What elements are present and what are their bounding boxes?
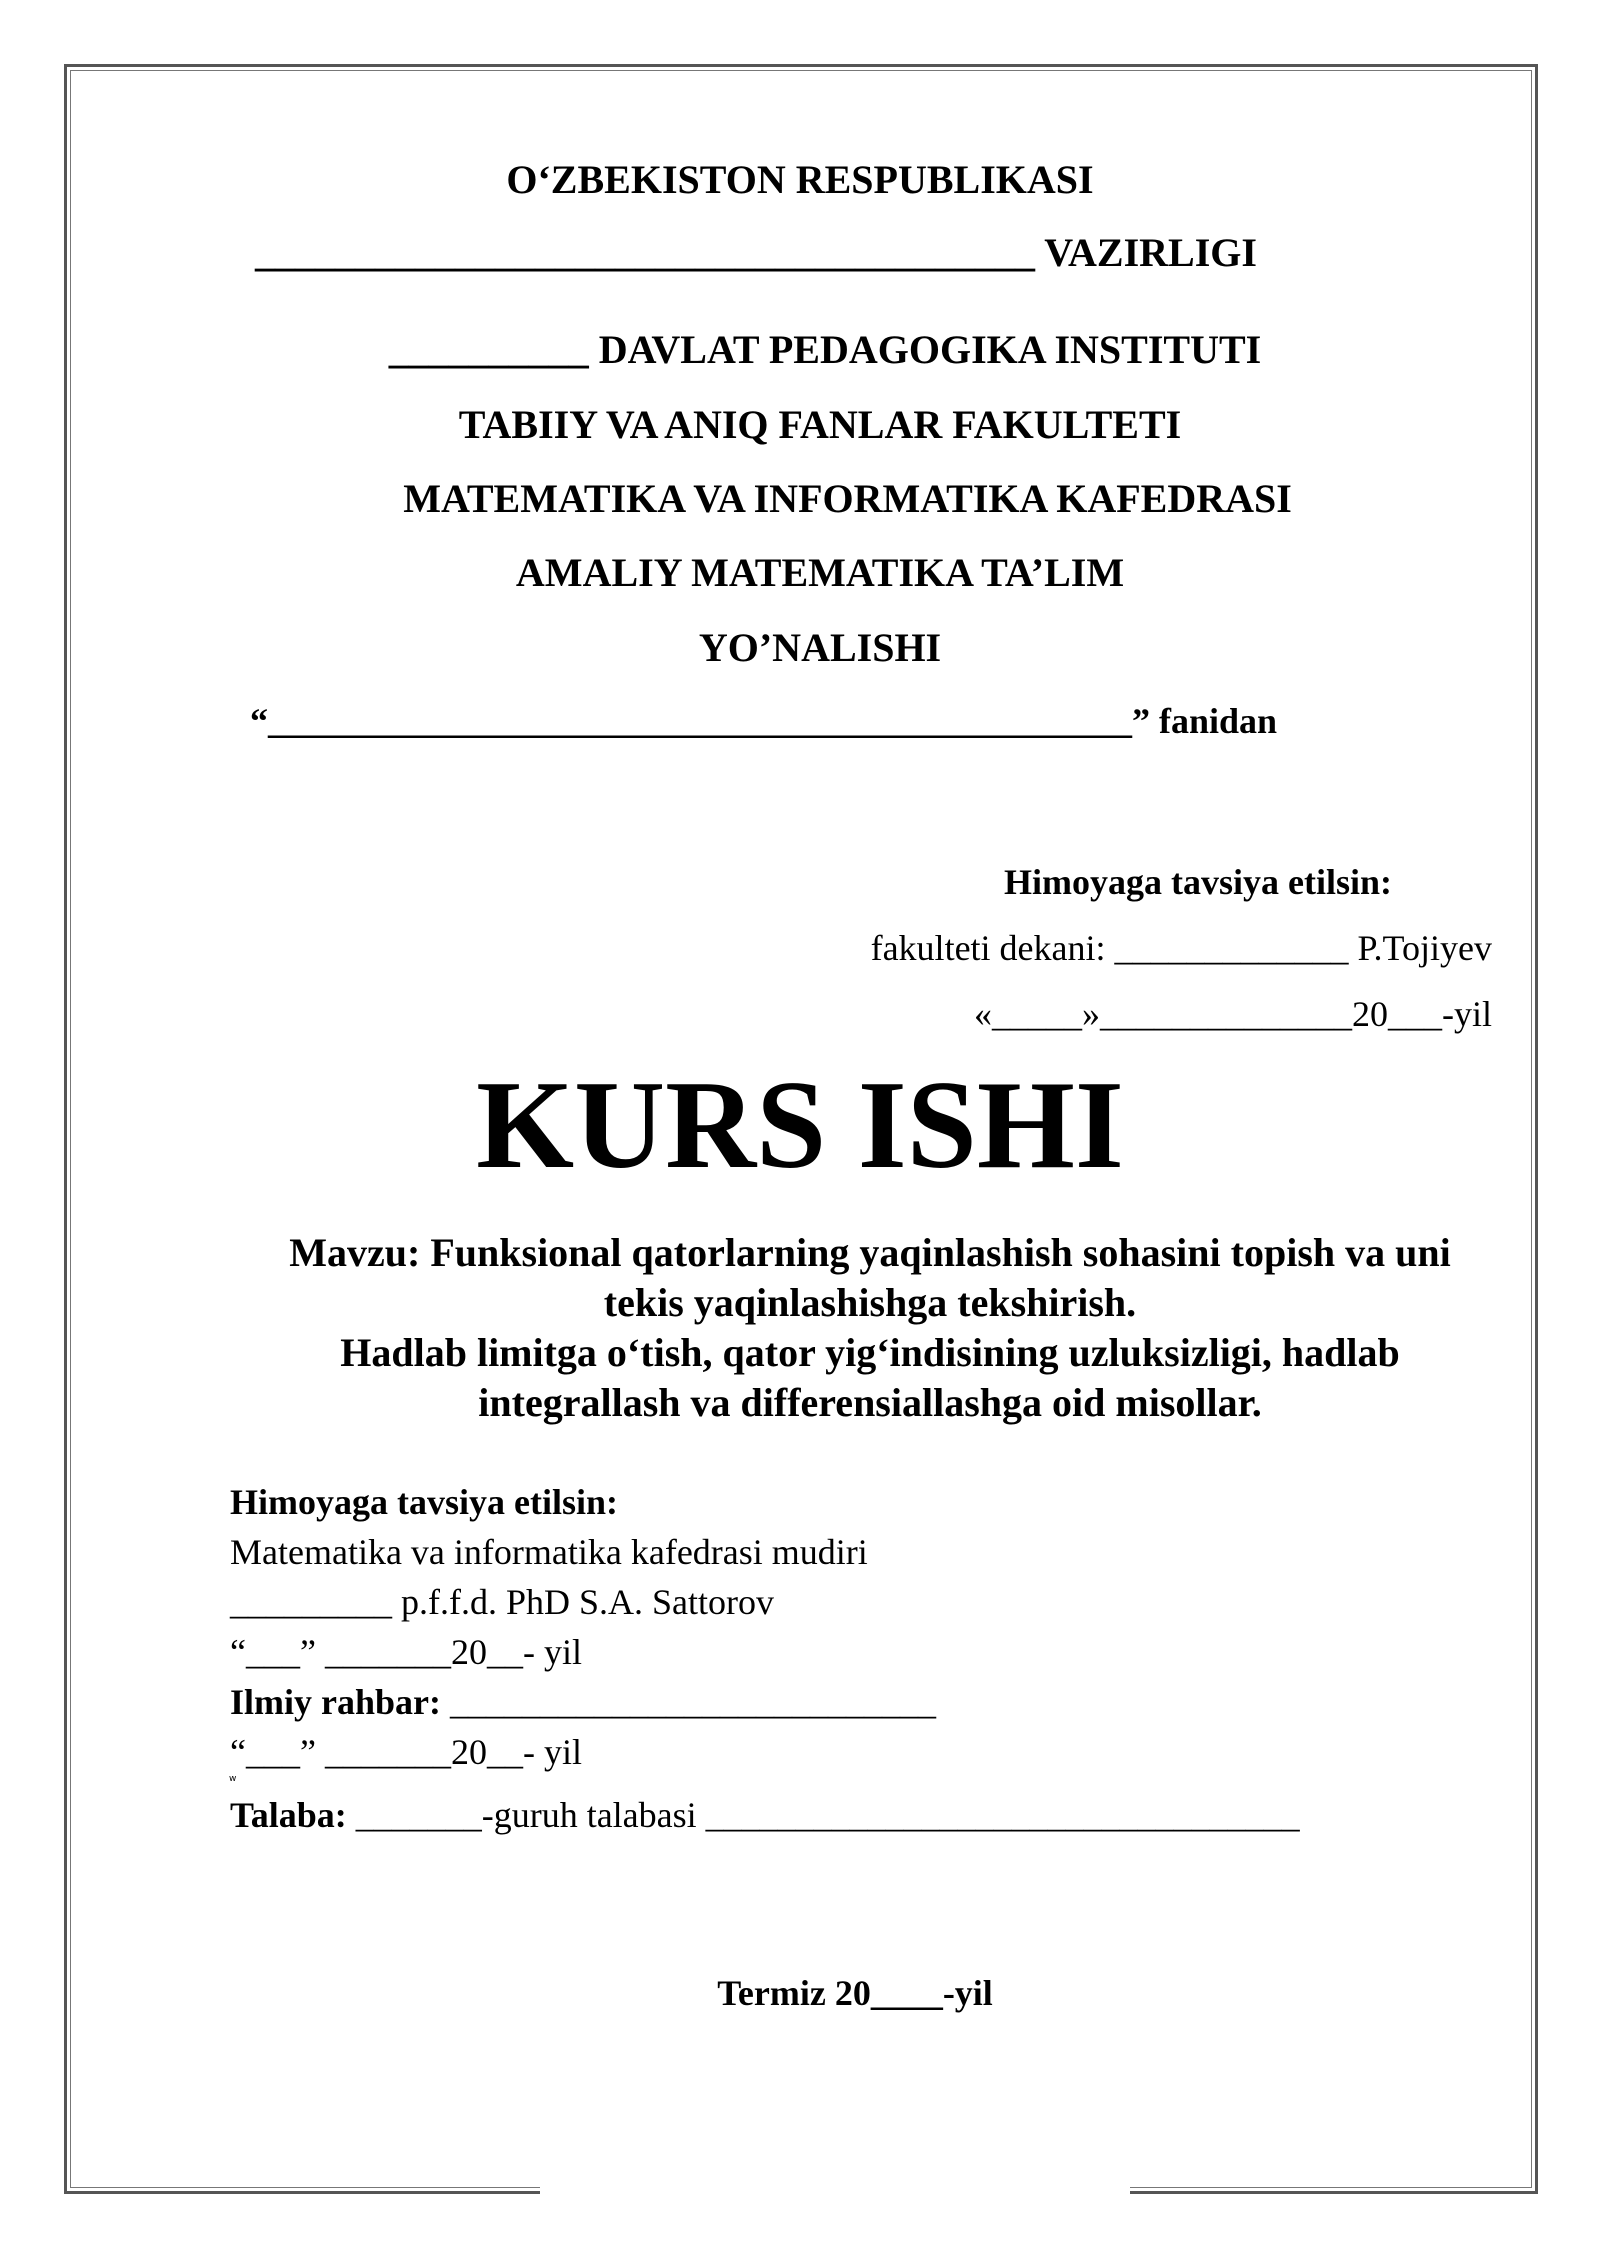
supervisor-label: Ilmiy rahbar: — [230, 1682, 441, 1722]
document-title: KURS ISHI — [476, 1056, 1124, 1195]
student-row — [230, 1797, 1300, 1833]
faculty-heading: TABIIY VA ANIQ FANLAR FAKULTETI — [458, 402, 1182, 447]
topic-line-2: tekis yaqinlashishga tekshirish. — [603, 1280, 1137, 1325]
direction-heading-line1: AMALIY MATEMATIKA TA’LIM — [515, 550, 1125, 595]
supervisor-signature-line: ___________________________ — [441, 1682, 936, 1722]
topic-line-1: Mavzu: Funksional qatorlarning yaqinlashish sohasini topish va uni — [289, 1230, 1451, 1275]
department-head-title: Matematika va informatika kafedrasi mudiri — [230, 1532, 868, 1572]
subject-line: “________________________________________________” fanidan — [250, 701, 1278, 741]
institute-heading: __________ DAVLAT PEDAGOGIKA INSTITUTI — [388, 327, 1262, 372]
stray-mark: w — [229, 1774, 237, 1784]
supervisor-date: “___” _______20__- yil — [230, 1732, 582, 1772]
department-head-signature: _________ p.f.f.d. PhD S.A. Sattorov — [230, 1582, 775, 1622]
topic-block — [220, 1228, 1520, 1428]
student-signature-line: _______-guruh talabasi _________________________________ — [346, 1795, 1300, 1835]
ministry-heading: _______________________________________ VAZIRLIGI — [255, 230, 1257, 275]
place-year: Termiz 20____-yil — [717, 1973, 993, 2013]
approval-top-date: «_____»______________20___-yil — [974, 994, 1492, 1034]
republic-heading: O‘ZBEKISTON RESPUBLIKASI — [506, 157, 1094, 202]
student-label: Talaba: — [230, 1795, 347, 1835]
direction-heading-line2: YO’NALISHI — [698, 625, 942, 670]
department-heading: MATEMATIKA VA INFORMATIKA KAFEDRASI — [403, 476, 1292, 521]
topic-line-4: integrallash va differensiallashga oid misollar. — [478, 1380, 1262, 1425]
approval-top-title: Himoyaga tavsiya etilsin: — [1004, 862, 1392, 902]
department-head-date: “___” _______20__- yil — [230, 1632, 582, 1672]
dean-signature-line: fakulteti dekani: _____________ P.Tojiyev — [870, 928, 1492, 968]
border-gap — [540, 2180, 1130, 2210]
topic-line-3: Hadlab limitga o‘tish, qator yig‘indisining uzluksizligi, hadlab — [340, 1330, 1400, 1375]
approval-bottom-title: Himoyaga tavsiya etilsin: — [230, 1482, 618, 1522]
supervisor-row — [230, 1684, 936, 1720]
